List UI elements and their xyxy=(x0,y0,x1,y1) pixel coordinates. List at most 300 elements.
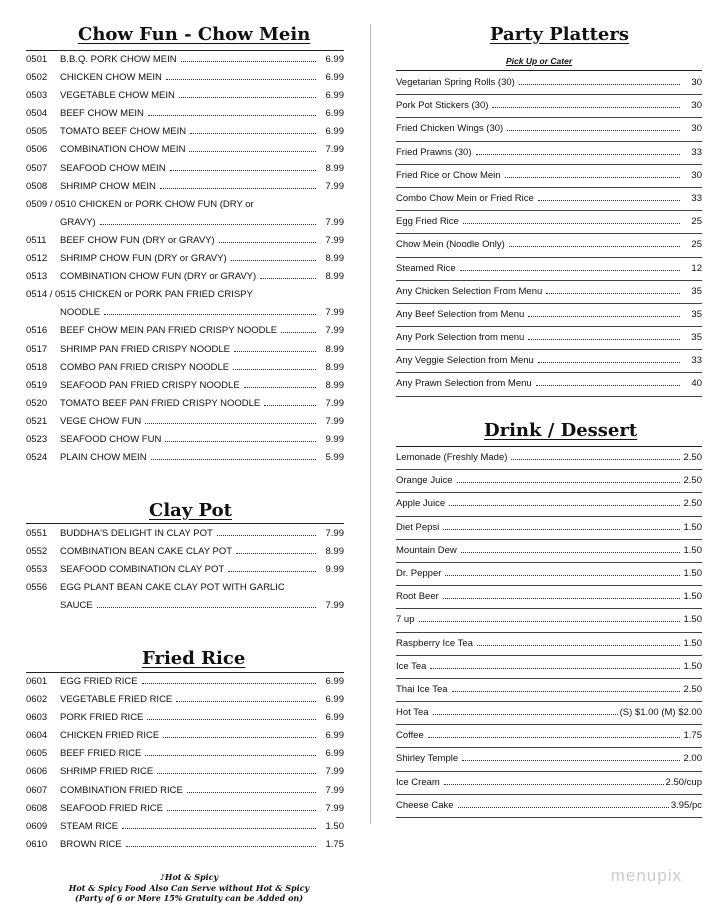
item-name: COMBO PAN FRIED CRISPY NOODLE xyxy=(60,361,230,373)
item-code: 0602 xyxy=(26,694,48,706)
menu-item-row xyxy=(26,395,344,413)
dot-leader xyxy=(104,313,316,315)
item-name: Any Veggie Selection from Menu xyxy=(396,355,534,367)
section-rule xyxy=(396,70,702,71)
item-price: 7.99 xyxy=(325,784,344,796)
dot-leader xyxy=(428,737,680,738)
item-name: SEAFOOD PAN FRIED CRISPY NOODLE xyxy=(60,379,240,391)
item-name: Any Prawn Selection from Menu xyxy=(396,378,532,390)
dot-leader xyxy=(151,458,316,460)
item-name: Shirley Temple xyxy=(396,753,459,765)
menu-item-row xyxy=(26,561,344,579)
clay-pot-section-title: Clay Pot xyxy=(149,500,232,521)
menu-item-row xyxy=(26,51,344,69)
menu-item-row xyxy=(26,105,344,123)
item-price: 1.50 xyxy=(683,567,702,579)
fried-rice-list xyxy=(26,673,344,854)
dot-leader xyxy=(148,114,316,116)
item-price: 8.99 xyxy=(325,271,344,283)
item-price: 9.99 xyxy=(325,433,344,445)
item-code: 0610 xyxy=(26,838,48,850)
menu-item-row xyxy=(26,123,344,141)
dot-leader xyxy=(419,621,681,622)
item-name: Orange Juice xyxy=(396,475,453,487)
item-price: 7.99 xyxy=(325,528,344,539)
menu-item-row xyxy=(396,188,702,211)
menu-item-row xyxy=(396,211,702,234)
dot-leader xyxy=(463,223,680,224)
menu-item-row xyxy=(26,836,344,854)
item-price: 6.99 xyxy=(325,730,344,742)
item-name: Pork Pot Stickers (30) xyxy=(396,100,489,112)
menu-item-row xyxy=(396,304,702,327)
menu-item-row xyxy=(26,543,344,561)
item-name: SAUCE xyxy=(60,600,93,612)
dot-leader xyxy=(528,316,680,317)
dot-leader xyxy=(228,570,316,572)
dot-leader xyxy=(444,784,664,785)
item-code: 0524 xyxy=(26,452,48,464)
item-name: Diet Pepsi xyxy=(396,521,440,533)
dot-leader xyxy=(160,187,316,189)
menu-item-row xyxy=(396,350,702,373)
item-price: 40 xyxy=(691,378,702,390)
item-name: SHRIMP CHOW FUN (DRY or GRAVY) xyxy=(60,253,227,265)
dot-leader xyxy=(170,169,316,171)
item-price: 25 xyxy=(691,216,702,228)
item-price: 7.99 xyxy=(325,325,344,337)
item-price: 25 xyxy=(691,239,702,251)
item-code: 0507 xyxy=(26,162,48,174)
item-code: 0553 xyxy=(26,564,48,576)
item-name: SHRIMP FRIED RICE xyxy=(60,766,154,778)
menu-item-row xyxy=(396,493,702,516)
item-name: Fried Rice or Chow Mein xyxy=(396,169,501,181)
item-price: 1.50 xyxy=(683,614,702,626)
menu-item-row xyxy=(396,142,702,165)
dot-leader xyxy=(536,385,680,386)
menu-item-row xyxy=(26,178,344,196)
item-code: 0608 xyxy=(26,802,48,814)
item-code: 0552 xyxy=(26,546,48,558)
item-price: 7.99 xyxy=(325,216,344,228)
item-price: 35 xyxy=(691,285,702,297)
item-name: Thai Ice Tea xyxy=(396,683,448,695)
dot-leader xyxy=(187,791,316,793)
chili-icon: ♪ xyxy=(159,872,165,882)
item-name: Combo Chow Mein or Fried Rice xyxy=(396,192,534,204)
item-code: 0513 xyxy=(26,271,48,283)
item-name: COMBINATION FRIED RICE xyxy=(60,784,183,796)
dot-leader xyxy=(145,422,316,424)
menu-item-row xyxy=(26,286,344,304)
item-price: 6.99 xyxy=(325,676,344,687)
dot-leader xyxy=(176,700,316,702)
menu-item-row xyxy=(26,782,344,800)
item-price: 6.99 xyxy=(325,90,344,102)
menu-item-row xyxy=(396,656,702,679)
item-price: 1.50 xyxy=(325,820,344,832)
item-code: 0512 xyxy=(26,253,48,265)
item-code: 0551 xyxy=(26,528,48,539)
item-price: 1.75 xyxy=(683,730,702,742)
item-code: 0604 xyxy=(26,730,48,742)
menu-item-row xyxy=(26,449,344,467)
item-price: 30 xyxy=(691,169,702,181)
item-code: 0605 xyxy=(26,748,48,760)
menu-item-row xyxy=(26,691,344,709)
item-code: 0601 xyxy=(26,676,48,687)
dot-leader xyxy=(157,772,316,774)
item-code: 0523 xyxy=(26,433,48,445)
menu-item-row xyxy=(396,795,702,818)
item-price: 2.50 xyxy=(683,475,702,487)
item-price: 8.99 xyxy=(325,162,344,174)
menu-item-row xyxy=(26,214,344,232)
item-price: 1.75 xyxy=(325,838,344,850)
item-code: 0518 xyxy=(26,361,48,373)
item-name: Lemonade (Freshly Made) xyxy=(396,452,508,463)
item-name: CHICKEN CHOW MEIN xyxy=(60,72,162,84)
item-code: 0501 xyxy=(26,54,48,65)
item-name: VEGETABLE FRIED RICE xyxy=(60,694,173,706)
menu-item-row xyxy=(26,673,344,691)
dot-leader xyxy=(505,177,680,178)
section-rule xyxy=(26,523,344,524)
item-code: 0607 xyxy=(26,784,48,796)
item-name: BEEF FRIED RICE xyxy=(60,748,142,760)
item-name: SHRIMP CHOW MEIN xyxy=(60,180,156,192)
menu-item-row xyxy=(396,165,702,188)
menu-item-row xyxy=(396,95,702,118)
item-price: 2.50 xyxy=(683,683,702,695)
dot-leader xyxy=(528,339,680,340)
item-price: 7.99 xyxy=(325,802,344,814)
item-name: COMBINATION CHOW FUN (DRY or GRAVY) xyxy=(60,271,257,283)
dot-leader xyxy=(189,150,316,152)
item-code: 0521 xyxy=(26,415,48,427)
item-name: Any Chicken Selection From Menu xyxy=(396,285,543,297)
item-price: 6.99 xyxy=(325,748,344,760)
menu-item-row xyxy=(26,525,344,543)
item-name: 0509 / 0510 CHICKEN or PORK CHOW FUN (DRY or xyxy=(26,198,254,210)
column-divider xyxy=(370,24,371,824)
item-price: 33 xyxy=(691,192,702,204)
dot-leader xyxy=(166,78,316,80)
drink-dessert-list xyxy=(396,447,702,818)
item-price: 6.99 xyxy=(325,126,344,138)
dot-leader xyxy=(430,668,680,669)
menu-item-row xyxy=(26,268,344,286)
item-code: 0609 xyxy=(26,820,48,832)
menu-item-row xyxy=(396,470,702,493)
dot-leader xyxy=(457,482,680,483)
item-name: Ice Cream xyxy=(396,776,440,788)
item-price: 7.99 xyxy=(325,397,344,409)
item-code: 0517 xyxy=(26,343,48,355)
menu-item-row xyxy=(396,702,702,725)
dot-leader xyxy=(122,827,316,829)
item-name: Mountain Dew xyxy=(396,544,457,556)
item-name: Ice Tea xyxy=(396,660,427,672)
dot-leader xyxy=(100,223,316,225)
item-name: COMBINATION CHOW MEIN xyxy=(60,144,186,156)
item-name: Egg Fried Rice xyxy=(396,216,459,228)
chow-fun-section-title: Chow Fun - Chow Mein xyxy=(78,24,311,45)
item-name: SEAFOOD COMBINATION CLAY POT xyxy=(60,564,225,576)
item-name: Dr. Pepper xyxy=(396,567,442,579)
item-name: 7 up xyxy=(396,614,415,626)
item-name: COMBINATION BEAN CAKE CLAY POT xyxy=(60,546,233,558)
right-column xyxy=(396,0,702,900)
dot-leader xyxy=(458,807,669,808)
item-price: 7.99 xyxy=(325,766,344,778)
item-name: Fried Prawns (30) xyxy=(396,146,472,158)
menu-item-row xyxy=(26,377,344,395)
dot-leader xyxy=(163,736,316,738)
item-price: 8.99 xyxy=(325,253,344,265)
left-column xyxy=(26,0,344,900)
item-name: PLAIN CHOW MEIN xyxy=(60,452,147,464)
dot-leader xyxy=(231,259,316,261)
item-price: 5.99 xyxy=(325,452,344,464)
menu-item-row xyxy=(26,800,344,818)
item-name: GRAVY) xyxy=(60,216,96,228)
dot-leader xyxy=(507,130,680,131)
item-name: Cheese Cake xyxy=(396,799,454,811)
menu-item-row xyxy=(26,160,344,178)
item-price: 9.99 xyxy=(325,564,344,576)
item-code: 0508 xyxy=(26,180,48,192)
item-name: STEAM RICE xyxy=(60,820,119,832)
item-price: 2.00 xyxy=(683,753,702,765)
dot-leader xyxy=(264,404,316,406)
dot-leader xyxy=(538,362,680,363)
item-price: 7.99 xyxy=(325,180,344,192)
item-price: 2.50 xyxy=(683,452,702,463)
dot-leader xyxy=(546,293,680,294)
item-code: 0502 xyxy=(26,72,48,84)
menu-item-row xyxy=(396,118,702,141)
menu-item-row xyxy=(26,818,344,836)
dot-leader xyxy=(126,845,316,847)
menu-item-row xyxy=(396,633,702,656)
dot-leader xyxy=(190,132,316,134)
menu-item-row xyxy=(396,281,702,304)
menu-item-row xyxy=(26,431,344,449)
item-price: 6.99 xyxy=(325,108,344,120)
menu-item-row xyxy=(396,540,702,563)
footer-line-2: Hot & Spicy Food Also Can Serve without Hot & Spicy xyxy=(68,882,310,893)
menu-item-row xyxy=(26,709,344,727)
footer-line-3: (Party of 6 or More 15% Gratuity can be Added on) xyxy=(75,893,303,903)
dot-leader xyxy=(449,505,680,506)
dot-leader xyxy=(219,241,316,243)
item-name: BUDDHA'S DELIGHT IN CLAY POT xyxy=(60,528,213,539)
dot-leader xyxy=(460,270,680,271)
menu-item-row xyxy=(26,196,344,214)
item-price: 7.99 xyxy=(325,234,344,246)
dot-leader xyxy=(244,386,316,388)
menu-item-row xyxy=(26,597,344,615)
item-price: 33 xyxy=(691,355,702,367)
item-price: 8.99 xyxy=(325,343,344,355)
party-platters-title: Party Platters xyxy=(490,24,629,45)
item-name: B.B.Q. PORK CHOW MEIN xyxy=(60,54,177,65)
item-price: 1.50 xyxy=(683,591,702,603)
dot-leader xyxy=(538,200,680,201)
item-code: 0506 xyxy=(26,144,48,156)
dot-leader xyxy=(443,529,680,530)
item-price: 6.99 xyxy=(325,712,344,724)
item-price: 35 xyxy=(691,308,702,320)
dot-leader xyxy=(476,154,681,155)
dot-leader xyxy=(433,714,618,715)
dot-leader xyxy=(511,459,680,460)
item-name: BEEF CHOW FUN (DRY or GRAVY) xyxy=(60,234,215,246)
menu-item-row xyxy=(396,234,702,257)
menu-item-row xyxy=(396,772,702,795)
item-name: Hot Tea xyxy=(396,707,429,719)
item-code: 0603 xyxy=(26,712,48,724)
item-price: 7.99 xyxy=(325,144,344,156)
menu-item-row xyxy=(396,72,702,95)
dot-leader xyxy=(477,645,680,646)
item-code: 0606 xyxy=(26,766,48,778)
dot-leader xyxy=(142,682,316,684)
menu-item-row xyxy=(26,359,344,377)
dot-leader xyxy=(179,96,316,98)
dot-leader xyxy=(167,809,316,811)
item-name: Coffee xyxy=(396,730,424,742)
item-name: SEAFOOD CHOW FUN xyxy=(60,433,162,445)
dot-leader xyxy=(443,598,680,599)
drink-dessert-title: Drink / Dessert xyxy=(484,420,638,441)
menu-item-row xyxy=(26,579,344,597)
item-price: 6.99 xyxy=(325,54,344,65)
dot-leader xyxy=(452,691,680,692)
item-code: 0519 xyxy=(26,379,48,391)
hot-spicy-label: ♪Hot & Spicy xyxy=(159,872,219,882)
item-price: 12 xyxy=(691,262,702,274)
item-name: EGG FRIED RICE xyxy=(60,676,138,687)
item-code: 0520 xyxy=(26,397,48,409)
item-price: 30 xyxy=(691,77,702,88)
menu-item-row xyxy=(26,232,344,250)
clay-pot-list xyxy=(26,525,344,615)
dot-leader xyxy=(462,760,680,761)
item-name: CHICKEN FRIED RICE xyxy=(60,730,160,742)
dot-leader xyxy=(445,575,680,576)
item-code: 0516 xyxy=(26,325,48,337)
menu-item-row xyxy=(396,447,702,470)
item-price: 6.99 xyxy=(325,694,344,706)
menu-item-row xyxy=(26,745,344,763)
dot-leader xyxy=(509,246,680,247)
menu-item-row xyxy=(26,341,344,359)
item-name: SEAFOOD FRIED RICE xyxy=(60,802,163,814)
item-price: 2.50 xyxy=(683,498,702,510)
chow-fun-list xyxy=(26,51,344,467)
party-platters-subtitle: Pick Up or Cater xyxy=(506,56,573,66)
item-name: TOMATO BEEF PAN FRIED CRISPY NOODLE xyxy=(60,397,261,409)
menupix-watermark: menupix xyxy=(610,866,682,885)
dot-leader xyxy=(492,107,680,108)
item-price: 8.99 xyxy=(325,379,344,391)
menu-item-row xyxy=(396,327,702,350)
menu-item-row xyxy=(396,586,702,609)
item-name: VEGE CHOW FUN xyxy=(60,415,142,427)
item-price: 1.50 xyxy=(683,660,702,672)
menu-item-row xyxy=(26,250,344,268)
item-name: SHRIMP PAN FRIED CRISPY NOODLE xyxy=(60,343,230,355)
item-price: 1.50 xyxy=(683,637,702,649)
menu-item-row xyxy=(26,304,344,322)
item-name: Any Pork Selection from menu xyxy=(396,332,525,344)
menu-item-row xyxy=(396,609,702,632)
item-name: BROWN RICE xyxy=(60,838,122,850)
item-name: Apple Juice xyxy=(396,498,446,510)
dot-leader xyxy=(147,718,316,720)
item-price: 1.50 xyxy=(683,521,702,533)
menu-item-row xyxy=(396,373,702,396)
item-name: BEEF CHOW MEIN PAN FRIED CRISPY NOODLE xyxy=(60,325,278,337)
dot-leader xyxy=(461,552,680,553)
item-name: Fried Chicken Wings (30) xyxy=(396,123,504,135)
item-code: 0556 xyxy=(26,582,48,594)
menu-item-row xyxy=(26,87,344,105)
dot-leader xyxy=(519,84,680,85)
menu-item-row xyxy=(396,517,702,540)
dot-leader xyxy=(181,60,316,62)
menu-item-row xyxy=(26,141,344,159)
item-price: 2.50/cup xyxy=(665,776,702,788)
dot-leader xyxy=(260,277,316,279)
dot-leader xyxy=(236,552,316,554)
dot-leader xyxy=(145,754,316,756)
item-name: Vegetarian Spring Rolls (30) xyxy=(396,77,515,88)
menu-item-row xyxy=(26,322,344,340)
menu-item-row xyxy=(396,258,702,281)
menu-item-row xyxy=(396,725,702,748)
item-price: 8.99 xyxy=(325,361,344,373)
item-name: SEAFOOD CHOW MEIN xyxy=(60,162,166,174)
dot-leader xyxy=(281,331,316,333)
menu-item-row xyxy=(26,413,344,431)
item-price: 30 xyxy=(691,100,702,112)
item-price: 1.50 xyxy=(683,544,702,556)
footer-note xyxy=(30,872,348,904)
item-price: 30 xyxy=(691,123,702,135)
item-name: VEGETABLE CHOW MEIN xyxy=(60,90,175,102)
dot-leader xyxy=(234,350,316,352)
dot-leader xyxy=(217,534,316,536)
item-price: 7.99 xyxy=(325,415,344,427)
fried-rice-section-title: Fried Rice xyxy=(142,648,246,669)
dot-leader xyxy=(97,606,316,608)
dot-leader xyxy=(233,368,316,370)
menu-item-row xyxy=(396,679,702,702)
item-name: Raspberry Ice Tea xyxy=(396,637,473,649)
item-price: 7.99 xyxy=(325,600,344,612)
item-price: 33 xyxy=(691,146,702,158)
item-name: Steamed Rice xyxy=(396,262,456,274)
item-name: Any Beef Selection from Menu xyxy=(396,308,525,320)
item-price: 8.99 xyxy=(325,546,344,558)
menu-item-row xyxy=(396,748,702,771)
menu-item-row xyxy=(26,69,344,87)
menu-item-row xyxy=(26,727,344,745)
